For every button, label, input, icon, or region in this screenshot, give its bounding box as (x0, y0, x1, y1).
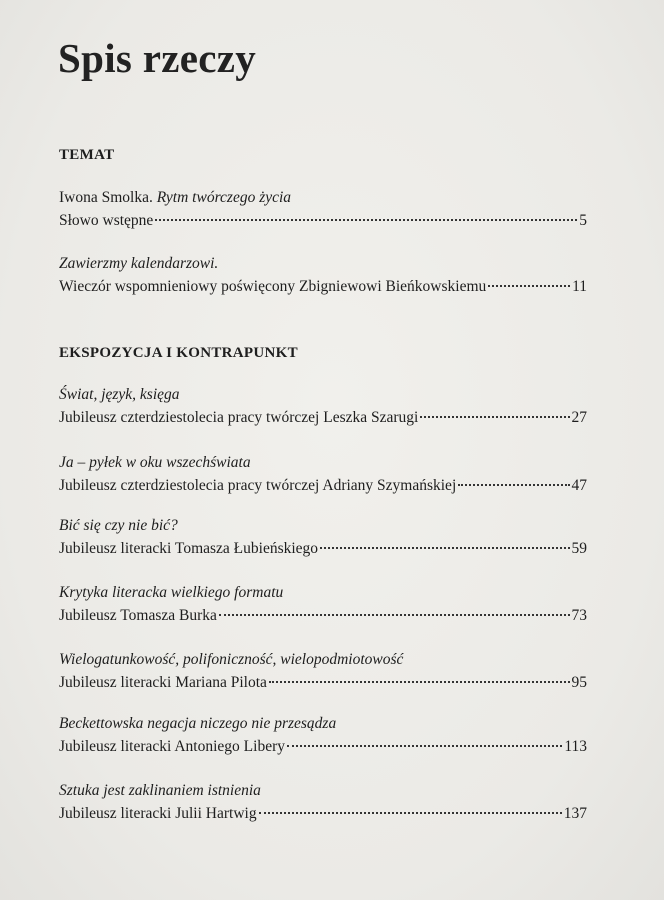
entry-description: Jubileusz literacki Antoniego Libery (59, 738, 285, 755)
toc-entry[interactable] (59, 649, 587, 695)
entry-title (59, 780, 587, 802)
entry-title (59, 515, 587, 537)
entry-italic-title: Sztuka jest zaklinaniem istnienia (59, 782, 261, 799)
page-number: 73 (571, 607, 587, 624)
entry-italic-title: Krytyka literacka wielkiego formatu (59, 584, 284, 601)
page-number: 113 (564, 738, 587, 755)
toc-entry[interactable] (59, 452, 587, 498)
entry-italic-title: Bić się czy nie bić? (59, 517, 178, 534)
entry-description: Jubileusz czterdziestolecia pracy twórczej Leszka Szarugi (59, 409, 419, 426)
dot-leader (259, 811, 562, 814)
entry-line (59, 406, 587, 430)
entry-title (59, 582, 587, 604)
entry-italic-title: Świat, język, księga (59, 386, 180, 403)
entry-line (59, 735, 587, 759)
dot-leader (287, 744, 562, 747)
toc-entry[interactable] (59, 253, 587, 299)
entry-italic-title: Rytm twórczego życia (156, 189, 292, 206)
entry-description: Słowo wstępne (59, 212, 154, 229)
entry-title (59, 187, 587, 209)
entry-line (59, 537, 587, 561)
entry-line (59, 671, 587, 695)
entry-description: Jubileusz literacki Julii Hartwig (59, 805, 257, 822)
dot-leader (420, 415, 569, 418)
entry-line (59, 275, 587, 299)
entry-description: Jubileusz literacki Tomasza Łubieńskiego (59, 540, 319, 557)
dot-leader (155, 218, 577, 221)
page-number: 5 (579, 212, 587, 229)
entry-italic-title: Zawierzmy kalendarzowi. (59, 255, 219, 272)
toc-entry[interactable] (59, 582, 587, 628)
section-heading-temat: TEMAT (59, 147, 115, 163)
page-number: 95 (571, 674, 587, 691)
toc-entry[interactable] (59, 780, 587, 826)
entry-title (59, 253, 587, 275)
entry-line (59, 802, 587, 826)
toc-entry[interactable] (59, 384, 587, 430)
entry-italic-title: Wielogatunkowość, polifoniczność, wielopodmiotowość (59, 651, 404, 668)
page-title: Spis rzeczy (58, 35, 256, 81)
toc-entry[interactable] (59, 187, 587, 233)
page-number: 27 (571, 409, 587, 426)
entry-title (59, 452, 587, 474)
entry-line (59, 604, 587, 628)
dot-leader (458, 483, 569, 486)
entry-description: Jubileusz literacki Mariana Pilota (59, 674, 267, 691)
entry-description: Jubileusz czterdziestolecia pracy twórczej Adriany Szymańskiej (59, 477, 457, 494)
toc-entry[interactable] (59, 515, 587, 561)
entry-line (59, 474, 587, 498)
page-number: 137 (563, 805, 587, 822)
entry-title (59, 384, 587, 406)
entry-title (59, 649, 587, 671)
page-number: 47 (571, 477, 587, 494)
page-number: 59 (571, 540, 587, 557)
page-number: 11 (572, 278, 587, 295)
entry-line (59, 209, 587, 233)
entry-italic-title: Ja – pyłek w oku wszechświata (59, 454, 251, 471)
entry-italic-title: Beckettowska negacja niczego nie przesądza (59, 715, 337, 732)
entry-title (59, 713, 587, 735)
dot-leader (488, 284, 570, 287)
dot-leader (219, 613, 570, 616)
dot-leader (320, 546, 569, 549)
entry-description: Jubileusz Tomasza Burka (59, 607, 217, 624)
entry-author: Iwona Smolka. (59, 189, 157, 206)
entry-description: Wieczór wspomnieniowy poświęcony Zbigniewowi Bieńkowskiemu (59, 278, 487, 295)
toc-entry[interactable] (59, 713, 587, 759)
section-heading-ekspozycja: EKSPOZYCJA I KONTRAPUNKT (59, 345, 298, 361)
dot-leader (269, 680, 570, 683)
